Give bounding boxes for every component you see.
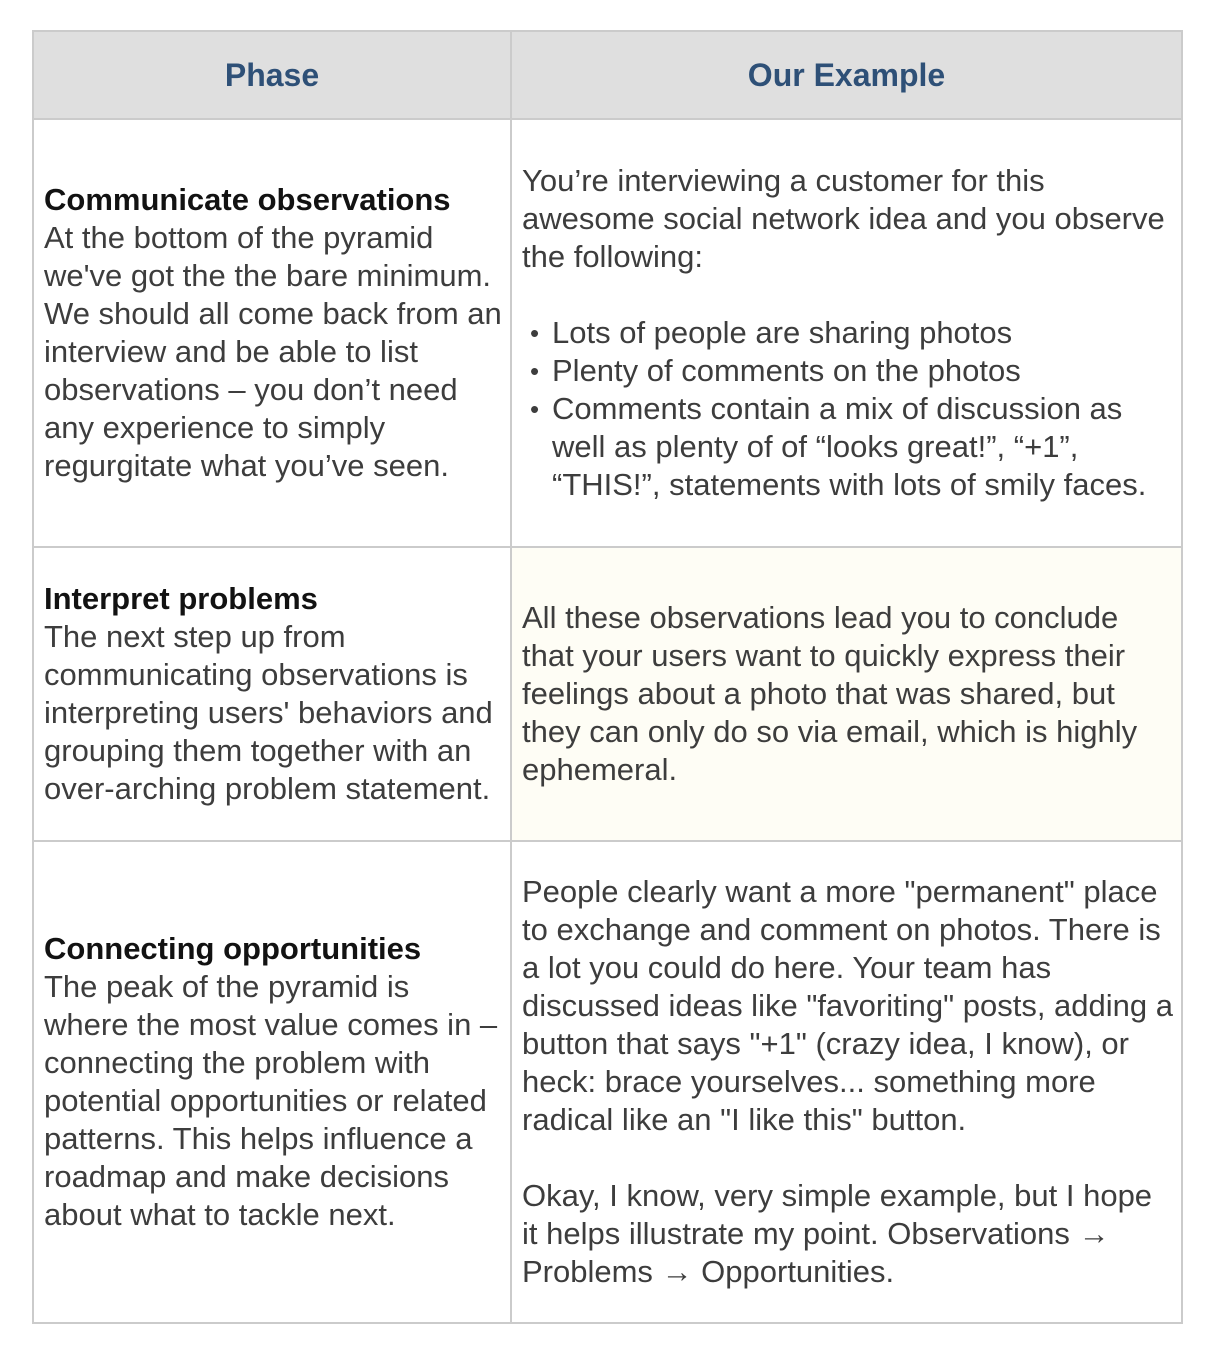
observations-bullet-list — [522, 314, 1173, 504]
example-cell — [511, 841, 1182, 1323]
example-paragraph: People clearly want a more "permanent" place to exchange and comment on photos. There is a lot you could do here. Your team has discussed ideas like "favoriting" posts, adding a button that says "+1" (crazy idea, I know), or heck: brace yourselves... something more radical like an "I like this" button. — [522, 874, 1173, 1137]
phase-cell — [33, 119, 511, 547]
phase-title: Communicate observations — [44, 182, 451, 217]
column-header-our-example: Our Example — [511, 31, 1182, 119]
phase-description: The next step up from communicating observations is interpreting users' behaviors and grouping them together with an over-arching problem statement. — [44, 619, 493, 806]
phase-cell — [33, 547, 511, 841]
example-cell — [511, 547, 1182, 841]
phase-description: The peak of the pyramid is where the most value comes in – connecting the problem with potential opportunities or related patterns. This helps influence a roadmap and make decisions about what to tackle next. — [44, 969, 498, 1232]
example-intro: You’re interviewing a customer for this awesome social network idea and you observe the following: — [522, 163, 1165, 274]
header-row — [33, 31, 1182, 119]
phase-example-table — [32, 30, 1183, 1324]
list-item: • Comments contain a mix of discussion as well as plenty of of “looks great!”, “+1”, “THIS!”, statements with lots of smily faces. — [522, 390, 1173, 504]
phase-cell — [33, 841, 511, 1323]
phase-title: Connecting opportunities — [44, 931, 422, 966]
table-row-interpret-problems — [33, 547, 1182, 841]
example-paragraph: Okay, I know, very simple example, but I hope it helps illustrate my point. Observations → Problems → Opportunities. — [522, 1178, 1153, 1289]
list-item: • Lots of people are sharing photos — [522, 314, 1173, 352]
table-row-connecting-opportunities — [33, 841, 1182, 1323]
phase-description: At the bottom of the pyramid we've got the the bare minimum. We should all come back from an interview and be able to list observations – you don’t need any experience to simply regurgitate what you’ve seen. — [44, 220, 502, 483]
example-cell — [511, 119, 1182, 547]
column-header-phase: Phase — [33, 31, 511, 119]
example-paragraph: All these observations lead you to conclude that your users want to quickly express their feelings about a photo that was shared, but they can only do so via email, which is highly ephemeral. — [522, 600, 1138, 787]
table-row-communicate-observations — [33, 119, 1182, 547]
list-item: • Plenty of comments on the photos — [522, 352, 1173, 390]
phase-title: Interpret problems — [44, 581, 318, 616]
